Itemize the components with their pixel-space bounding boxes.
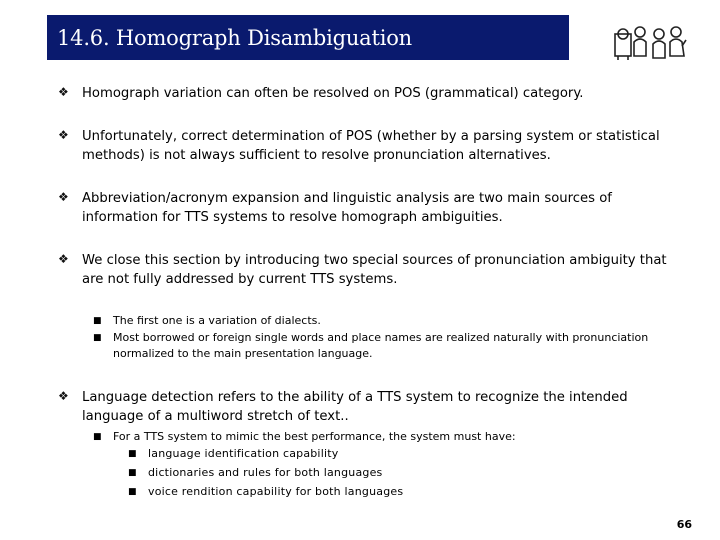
title-bar (47, 15, 569, 60)
bullet-text: Abbreviation/acronym expansion and linguistic analysis are two main sources of information for TTS systems to resolve homograph ambiguities. (82, 191, 612, 225)
bullet-item (58, 189, 692, 227)
square-bullet-icon: ■ (93, 432, 102, 442)
bullet-item (58, 127, 692, 165)
sub-bullet-item (93, 313, 673, 329)
sub-bullet-text: The first one is a variation of dialects. (113, 314, 321, 327)
subsub-bullet-item (128, 484, 648, 500)
subsub-bullet-text: language identification capability (148, 447, 339, 460)
square-bullet-icon: ■ (128, 468, 137, 478)
bullet-item (58, 388, 692, 426)
diamond-bullet-icon: ❖ (58, 190, 69, 204)
diamond-bullet-icon: ❖ (58, 389, 69, 403)
sub-bullet-text: Most borrowed or foreign single words and place names are realized naturally with pronunciation normalized to the main presentation language. (113, 331, 649, 360)
subsub-bullet-item (128, 446, 648, 462)
page-number: 66 (676, 518, 692, 531)
people-clipart-icon (612, 22, 688, 62)
bullet-text: Unfortunately, correct determination of POS (whether by a parsing system or statistical methods) is not always sufficient to resolve pronunciation alternatives. (82, 129, 660, 163)
subsub-bullet-item (128, 465, 648, 481)
subsub-bullet-text: voice rendition capability for both languages (148, 485, 404, 498)
diamond-bullet-icon: ❖ (58, 252, 69, 266)
sub-bullet-item (93, 330, 673, 362)
square-bullet-icon: ■ (93, 333, 102, 343)
diamond-bullet-icon: ❖ (58, 128, 69, 142)
subsub-bullet-text: dictionaries and rules for both languages (148, 466, 383, 479)
bullet-item (58, 251, 692, 289)
diamond-bullet-icon: ❖ (58, 85, 69, 99)
slide-title: 14.6. Homograph Disambiguation (57, 25, 412, 50)
bullet-text: Homograph variation can often be resolved on POS (grammatical) category. (82, 86, 584, 101)
bullet-item (58, 84, 692, 103)
square-bullet-icon: ■ (128, 487, 137, 497)
square-bullet-icon: ■ (93, 316, 102, 326)
square-bullet-icon: ■ (128, 449, 137, 459)
sub-bullet-item (93, 429, 673, 445)
sub-bullet-text: For a TTS system to mimic the best performance, the system must have: (113, 430, 516, 443)
bullet-text: Language detection refers to the ability of a TTS system to recognize the intended language of a multiword stretch of text.. (82, 390, 628, 424)
bullet-text: We close this section by introducing two special sources of pronunciation ambiguity that are not fully addressed by current TTS systems. (82, 253, 667, 287)
